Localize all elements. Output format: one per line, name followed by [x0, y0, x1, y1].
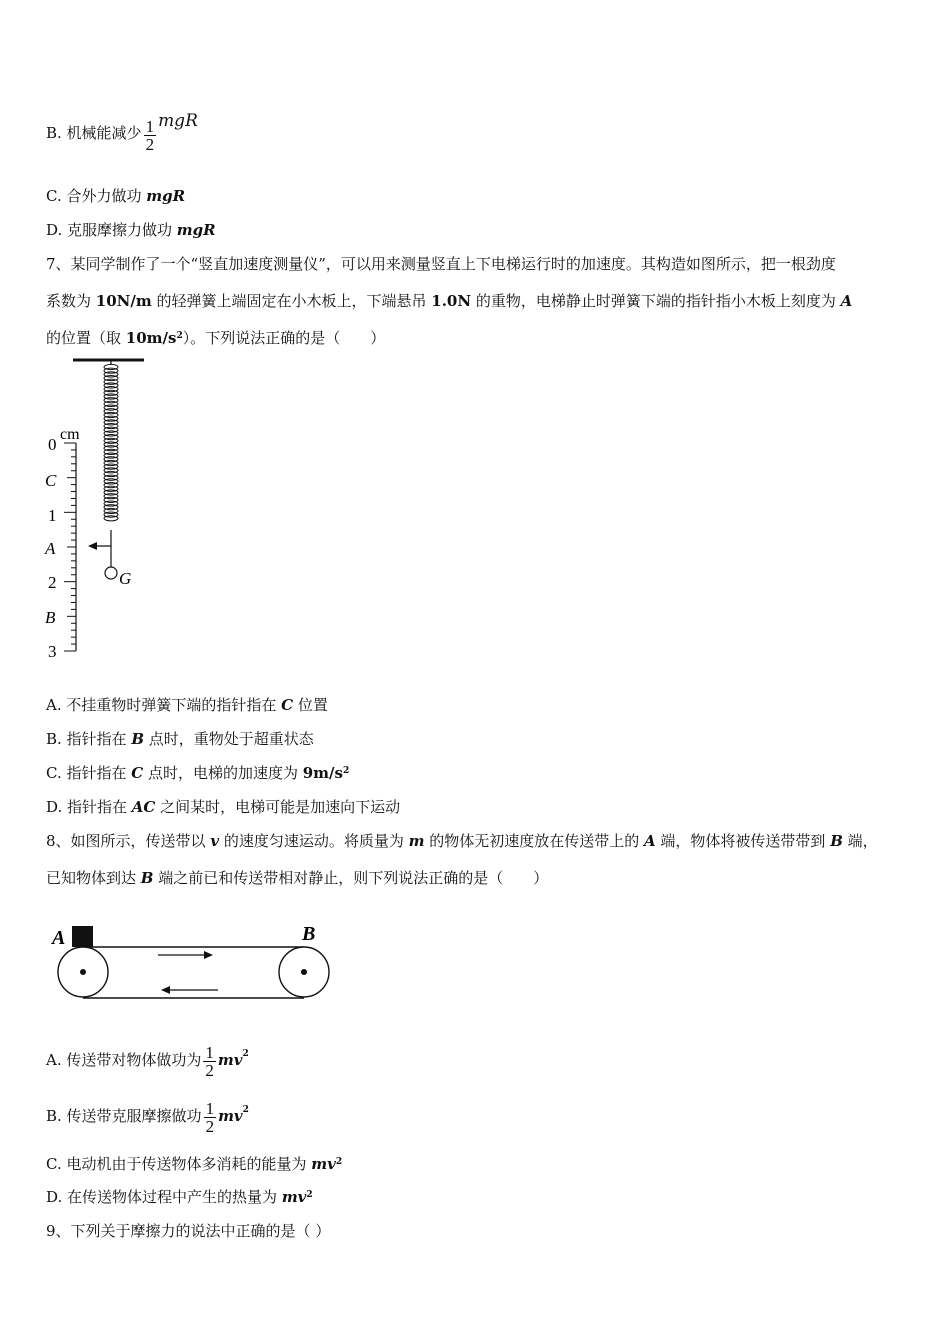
scale-label-3: 3 [48, 642, 57, 661]
q7-stem-line2: 系数为 10N/m 的轻弹簧上端固定在小木板上，下端悬吊 1.0N 的重物，电梯静止时弹簧下端的指针指小木板上刻度为 A [46, 292, 853, 310]
scale-label-a: A [45, 539, 56, 558]
scale-label-c: C [45, 471, 57, 490]
label-b: B [302, 923, 316, 945]
option-d-prev: D. 克服摩擦力做功 mgR [46, 221, 216, 239]
fraction: $\frac{1}{2}$ [145, 117, 155, 154]
q9-stem-line1: 9、下列关于摩擦力的说法中正确的是（ ） [46, 1222, 331, 1240]
pointer-arrowhead [88, 542, 97, 550]
spring-coil [104, 516, 118, 521]
option-b-prev: B. 机械能减少 $\frac{1}{2}$ mgR [46, 111, 198, 154]
arrow-right-head [204, 951, 213, 959]
right-axle [301, 969, 307, 975]
q7-stem-line1: 7、某同学制作了一个“竖直加速度测量仪”，可以用来测量竖直上下电梯运行时的加速度。其构造如图所示，把一根劲度 [46, 255, 836, 273]
q8-option-b: B. 传送带克服摩擦做功 $\frac{1}{2}$ $mv^2$ [46, 1098, 249, 1136]
scale-label-0: 0 [48, 435, 57, 454]
conveyor-belt-figure [48, 918, 338, 1008]
left-axle [80, 969, 86, 975]
block [72, 926, 93, 947]
unit-label: cm [60, 426, 80, 443]
weight-ball [105, 567, 117, 579]
q8-stem-line1: 8、如图所示，传送带以 v 的速度匀速运动。将质量为 m 的物体无初速度放在传送带上的 A 端，物体将被传送带带到 B 端， [46, 832, 878, 850]
q8-stem-line2: 已知物体到达 B 端之前已和传送带相对静止，则下列说法正确的是（ ） [46, 869, 549, 887]
scale-label-2: 2 [48, 573, 57, 592]
q7-option-d: D. 指针指在 AC 之间某时，电梯可能是加速向下运动 [46, 798, 401, 816]
spring-accelerometer-figure [40, 355, 200, 665]
q7-stem-line3: 的位置（取 $10m/s^2$）。下列说法正确的是（ ） [46, 329, 386, 347]
q8-option-a: A. 传送带对物体做功为 $\frac{1}{2}$ $mv^2$ [46, 1042, 249, 1080]
fraction: $\frac{1}{2}$ [205, 1042, 214, 1080]
q7-option-b: B. 指针指在 B 点时，重物处于超重状态 [46, 730, 314, 748]
q8-option-d: D. 在传送物体过程中产生的热量为 $mv^2$ [46, 1188, 313, 1206]
fraction: $\frac{1}{2}$ [205, 1098, 215, 1136]
scale-ticks [64, 443, 76, 651]
q8-option-c: C. 电动机由于传送物体多消耗的能量为 $mv^2$ [46, 1155, 343, 1173]
option-c-prev: C. 合外力做功 mgR [46, 187, 186, 205]
q7-option-c: C. 指针指在 C 点时，电梯的加速度为 $9m/s^2$ [46, 764, 350, 782]
scale-label-b: B [45, 608, 56, 627]
scale-label-1: 1 [48, 506, 57, 525]
label-a: A [52, 927, 66, 949]
q7-option-a: A. 不挂重物时弹簧下端的指针指在 C 位置 [46, 696, 328, 714]
weight-label: G [119, 569, 132, 588]
arrow-left-head [161, 986, 170, 994]
spring [104, 360, 118, 521]
